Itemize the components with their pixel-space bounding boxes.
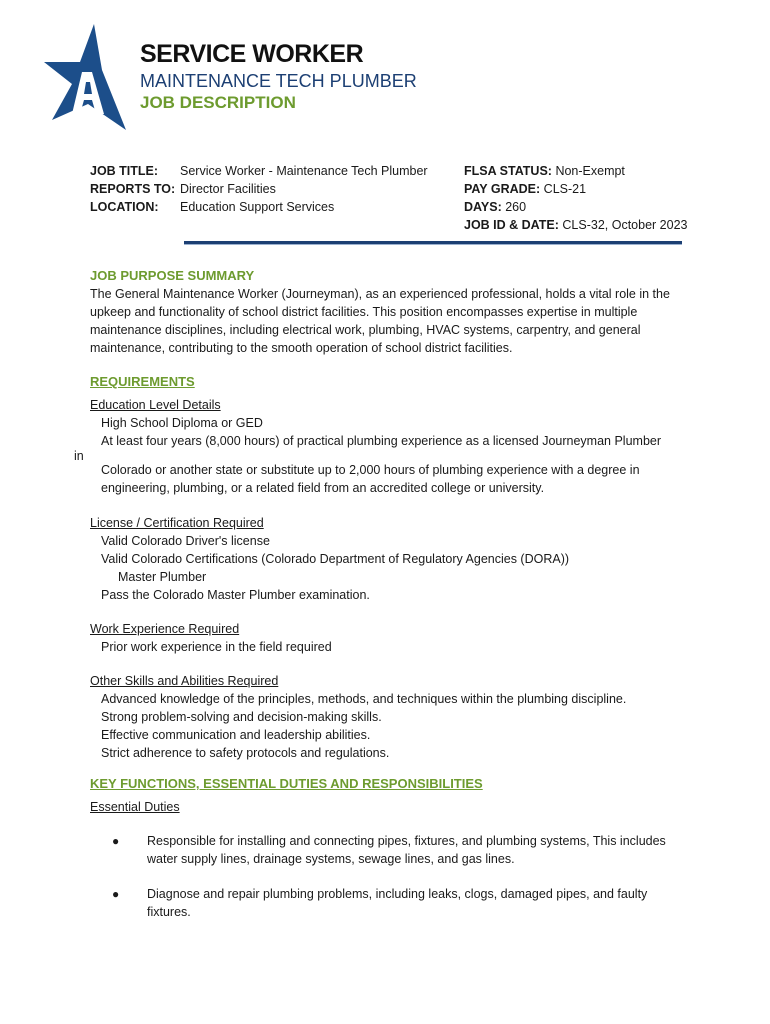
purpose-heading: JOB PURPOSE SUMMARY: [90, 268, 255, 283]
duties-section: [90, 775, 483, 816]
pay-grade-row: PAY GRADE: CLS-21: [464, 182, 587, 196]
list-item: ● Diagnose and repair plumbing problems, including leaks, clogs, damaged pipes, and faulty fixtures.: [90, 885, 690, 921]
header-divider: [184, 241, 682, 245]
list-item: Valid Colorado Certifications (Colorado Department of Regulatory Agencies (DORA)): [101, 552, 570, 566]
job-id-date-row: JOB ID & DATE: CLS-32, October 2023: [464, 218, 688, 232]
location-row: LOCATION: Education Support Services: [90, 200, 335, 214]
page-subtitle: MAINTENANCE TECH PLUMBER: [140, 71, 417, 91]
requirements-section: [90, 373, 661, 762]
list-item: Valid Colorado Driver's license: [101, 534, 270, 548]
essential-duties-heading: Essential Duties: [90, 800, 180, 814]
list-item: Effective communication and leadership abilities.: [101, 728, 371, 742]
reports-to-row: REPORTS TO: Director Facilities: [90, 182, 276, 196]
star-a-logo-icon: [42, 22, 128, 132]
job-info-left: [90, 162, 428, 216]
list-item: Pass the Colorado Master Plumber examination.: [101, 588, 370, 602]
purpose-line: maintenance disciplines, including electrical work, plumbing, HVAC systems, carpentry, and general: [90, 323, 641, 337]
skills-heading: Other Skills and Abilities Required: [90, 674, 279, 688]
purpose-section: [90, 267, 690, 357]
days-row: DAYS: 260: [464, 200, 527, 214]
page-title: SERVICE WORKER: [140, 40, 364, 68]
bullet-icon: ●: [112, 834, 120, 848]
flsa-status-row: FLSA STATUS: Non-Exempt: [464, 164, 625, 178]
education-heading: Education Level Details: [90, 398, 221, 412]
purpose-line: maintenance, contributing to the smooth operation of school district facilities.: [90, 341, 513, 355]
purpose-line: The General Maintenance Worker (Journeyman), as an experienced professional, holds a vital role in the: [90, 287, 670, 301]
list-item: Colorado or another state or substitute up to 2,000 hours of plumbing experience with a degree in: [101, 463, 640, 477]
list-item: Strong problem-solving and decision-making skills.: [101, 710, 382, 724]
list-item: Master Plumber: [118, 570, 207, 584]
job-info-right: [464, 162, 687, 234]
list-item: Strict adherence to safety protocols and regulations.: [101, 746, 390, 760]
requirements-heading: REQUIREMENTS: [90, 374, 195, 389]
list-item: Advanced knowledge of the principles, methods, and techniques within the plumbing discipline.: [101, 692, 627, 706]
license-heading: License / Certification Required: [90, 516, 264, 530]
experience-heading: Work Experience Required: [90, 622, 240, 636]
duties-heading: KEY FUNCTIONS, ESSENTIAL DUTIES AND RESPONSIBILITIES: [90, 776, 483, 791]
list-item: ● Responsible for installing and connecting pipes, fixtures, and plumbing systems, This includes water supply lines, drainage systems, sewage lines, and gas lines.: [90, 832, 690, 868]
list-item: engineering, plumbing, or a related field from an accredited college or university.: [101, 481, 545, 495]
purpose-line: upkeep and functionality of school district facilities. This position encompasses expertise in multiple: [90, 305, 638, 319]
duties-list: [90, 832, 690, 938]
document-type: JOB DESCRIPTION: [140, 93, 296, 112]
job-title-row: JOB TITLE: Service Worker - Maintenance Tech Plumber: [90, 164, 428, 178]
stray-text: in: [74, 449, 84, 463]
bullet-icon: ●: [112, 887, 120, 901]
list-item: Prior work experience in the field required: [101, 640, 332, 654]
list-item: High School Diploma or GED: [101, 416, 263, 430]
list-item: At least four years (8,000 hours) of practical plumbing experience as a licensed Journeyman Plumber: [101, 434, 662, 448]
